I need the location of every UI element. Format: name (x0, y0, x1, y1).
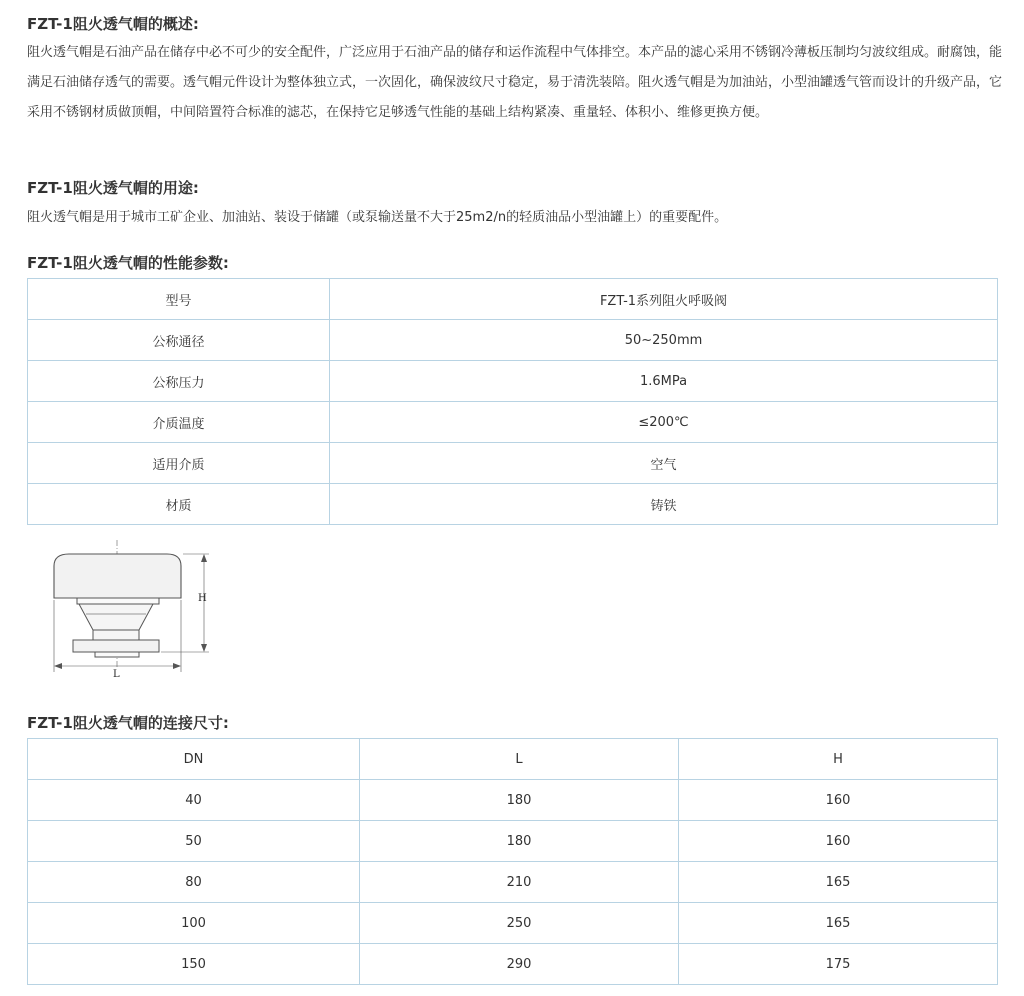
params-label-cell: 介质温度 (28, 402, 330, 443)
dimensions-cell: 290 (360, 944, 679, 985)
params-label-cell: 材质 (28, 484, 330, 525)
usage-heading: FZT-1阻火透气帽的用途: (27, 179, 199, 197)
params-label-cell: 公称压力 (28, 361, 330, 402)
params-label-cell: 公称通径 (28, 320, 330, 361)
dimensions-row (28, 903, 998, 944)
params-row (28, 484, 998, 525)
breather-cap-drawing-svg (49, 538, 219, 678)
dimensions-cell: 160 (679, 821, 998, 862)
params-row (28, 279, 998, 320)
dimensions-table (27, 738, 998, 985)
dimensions-cell: 150 (28, 944, 360, 985)
params-value-cell: 50~250mm (330, 320, 998, 361)
height-label: H (198, 593, 207, 604)
dimensions-cell: 180 (360, 821, 679, 862)
dimensions-cell: 175 (679, 944, 998, 985)
dimensions-cell: 160 (679, 780, 998, 821)
dimensions-cell: 80 (28, 862, 360, 903)
dimensions-header-cell: DN (28, 739, 360, 780)
overview-heading: FZT-1阻火透气帽的概述: (27, 15, 199, 33)
params-label-cell: 型号 (28, 279, 330, 320)
params-row (28, 361, 998, 402)
params-row (28, 402, 998, 443)
dimensions-header-cell: H (679, 739, 998, 780)
dimensions-cell: 180 (360, 780, 679, 821)
dimensions-cell: 165 (679, 903, 998, 944)
dimensions-header-row (28, 739, 998, 780)
params-value-cell: 铸铁 (330, 484, 998, 525)
params-heading: FZT-1阻火透气帽的性能参数: (27, 254, 229, 272)
params-label-cell: 适用介质 (28, 443, 330, 484)
dimensions-cell: 210 (360, 862, 679, 903)
dimensions-cell: 165 (679, 862, 998, 903)
dimensions-row (28, 862, 998, 903)
dimensions-heading: FZT-1阻火透气帽的连接尺寸: (27, 714, 229, 732)
params-value-cell: FZT-1系列阻火呼吸阀 (330, 279, 998, 320)
dimensions-cell: 50 (28, 821, 360, 862)
dimensions-cell: 250 (360, 903, 679, 944)
params-row (28, 443, 998, 484)
params-value-cell: ≤200℃ (330, 402, 998, 443)
length-label: L (113, 669, 120, 678)
dimensions-cell: 40 (28, 780, 360, 821)
dimensions-row (28, 780, 998, 821)
breather-cap-drawing (49, 538, 219, 678)
dimensions-row (28, 944, 998, 985)
dimensions-row (28, 821, 998, 862)
usage-text: 阻火透气帽是用于城市工矿企业、加油站、装设于储罐（或泵输送量不大于25m2/n的轻质油品小型油罐上）的重要配件。 (27, 210, 728, 225)
params-value-cell: 1.6MPa (330, 361, 998, 402)
params-row (28, 320, 998, 361)
params-value-cell: 空气 (330, 443, 998, 484)
dimensions-header-cell: L (360, 739, 679, 780)
dimensions-cell: 100 (28, 903, 360, 944)
params-table (27, 278, 998, 525)
overview-text: 阻火透气帽是石油产品在储存中必不可少的安全配件，广泛应用于石油产品的储存和运作流程中气体排空。本产品的滤心采用不锈钢冷薄板压制均匀波纹组成。耐腐蚀，能满足石油储存透气的需要。透气帽元件设计为整体独立式，一次固化，确保波纹尺寸稳定，易于清洗装陪。阻火透气帽是为加油站，小型油罐透气管而设计的升级产品，它采用不锈钢材质做顶帽，中间陪置符合标准的滤芯，在保持它足够透气性能的基础上结构紧凑、重量轻、体积小、维修更换方便。 (27, 45, 1003, 120)
